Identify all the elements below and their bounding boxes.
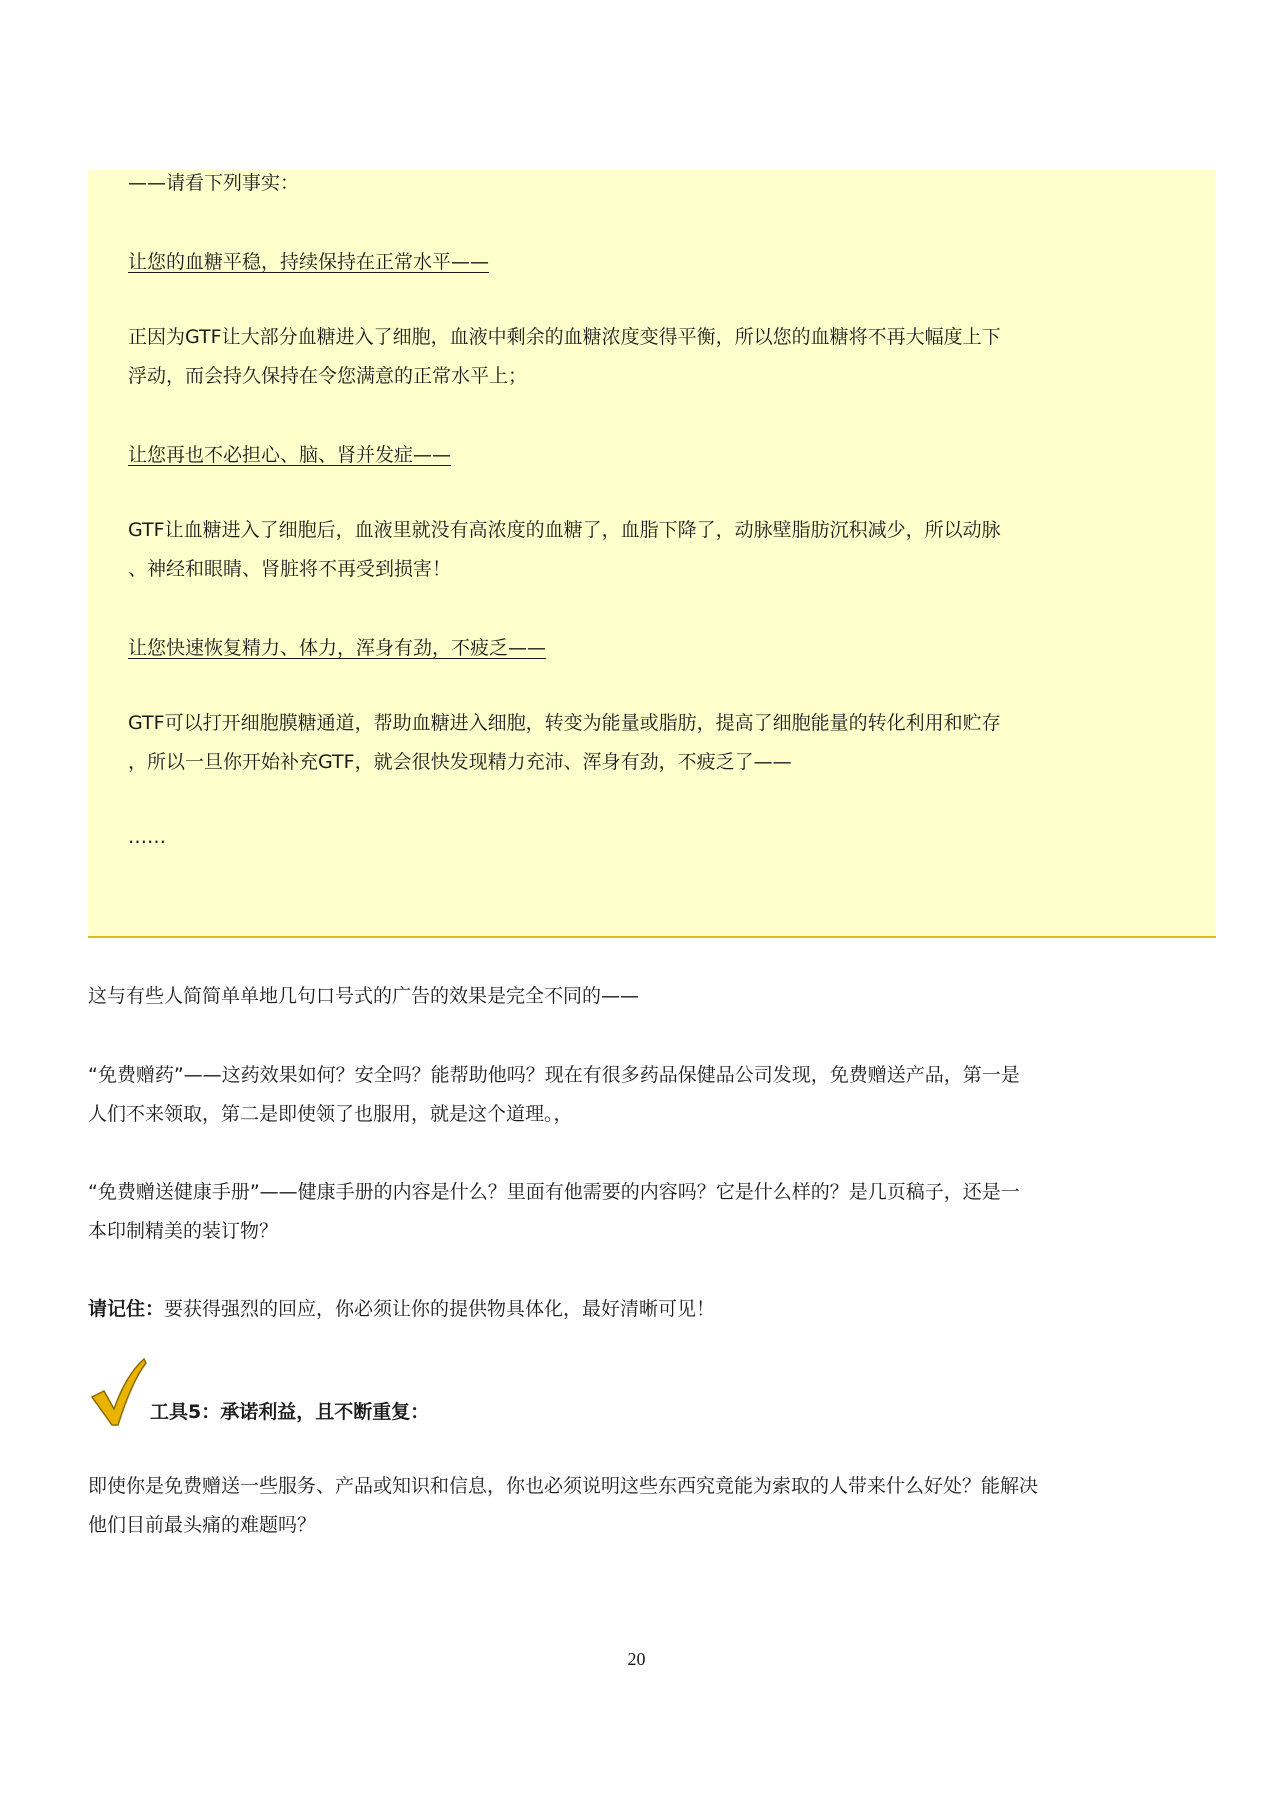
compare-paragraph: 这与有些人简简单单地几句口号式的广告的效果是完全不同的—— [88,985,640,1007]
callout-ellipsis: …… [128,826,166,848]
tool5-heading: 工具5：承诺利益，且不断重复： [150,1401,430,1423]
callout-point2-line2: 、神经和眼睛、肾脏将不再受到损害！ [128,558,452,580]
remember-text: 要获得强烈的回应，你必须让你的提供物具体化，最好清晰可见！ [164,1298,716,1320]
callout-point1-line1: 正因为GTF让大部分血糖进入了细胞，血液中剩余的血糖浓度变得平衡，所以您的血糖将不再大幅度上下 [128,326,1001,348]
callout-point3-title: 让您快速恢复精力、体力，浑身有劲，不疲乏—— [128,637,547,659]
callout-point1-line2: 浮动，而会持久保持在令您满意的正常水平上； [128,365,528,387]
callout-point2-line1: GTF让血糖进入了细胞后，血液里就没有高浓度的血糖了，血脂下降了，动脉壁脂肪沉积减少，所以动脉 [128,519,1001,541]
callout-intro: ——请看下列事实： [128,172,300,194]
callout-point1-title: 让您的血糖平稳，持续保持在正常水平—— [128,251,490,273]
tool5-line1: 即使你是免费赠送一些服务、产品或知识和信息，你也必须说明这些东西究竟能为索取的人带来什么好处？能解决 [88,1475,1039,1497]
callout-point3-line2: ，所以一旦你开始补充GTF，就会很快发现精力充沛、浑身有劲，不疲乏了—— [128,751,792,773]
remember-paragraph [88,1290,715,1329]
remember-label: 请记住： [88,1298,165,1320]
callout-point3-line1: GTF可以打开细胞膜糖通道，帮助血糖进入细胞，转变为能量或脂肪，提高了细胞能量的转化利用和贮存 [128,712,1001,734]
free-manual-line2: 本印制精美的装订物？ [88,1220,279,1242]
callout-point2-title: 让您再也不必担心、脑、肾并发症—— [128,444,452,466]
free-manual-line1: “免费赠送健康手册”——健康手册的内容是什么？里面有他需要的内容吗？它是什么样的？是几页稿子，还是一 [88,1181,1020,1203]
checkmark-icon [88,1355,148,1429]
page-number: 20 [627,1649,646,1669]
free-drug-line1: “免费赠药”——这药效果如何？安全吗？能帮助他吗？现在有很多药品保健品公司发现，免费赠送产品，第一是 [88,1064,1020,1086]
free-drug-line2: 人们不来领取，第二是即使领了也服用，就是这个道理。， [88,1103,573,1125]
tool5-line2: 他们目前最头痛的难题吗？ [88,1514,317,1536]
